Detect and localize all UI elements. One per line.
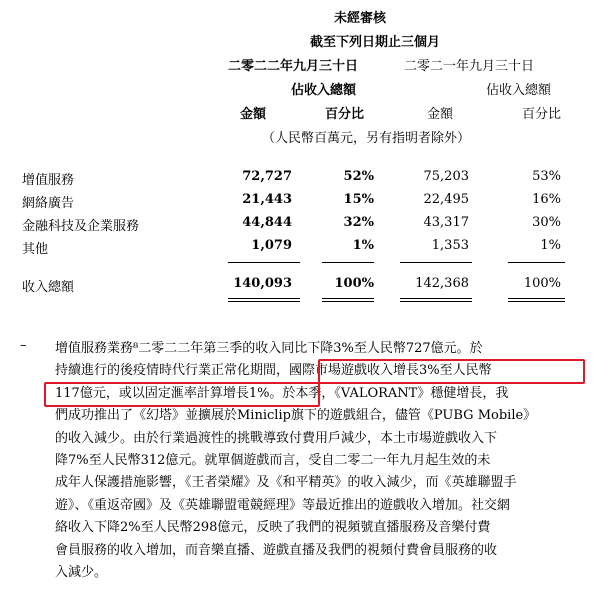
percent-2022: 32% [343,215,374,230]
total-percent-2022: 100% [334,276,374,291]
percent-2021: 16% [532,192,561,207]
paragraph-line: 117億元，或以固定滙率計算增長1%。於本季，《VALORANT》穩健增長，我 [55,385,509,401]
table-row [0,169,600,191]
amount-2021: 43,317 [423,215,469,230]
highlight-box-line-2 [318,359,585,384]
total-rule-2021-percent-top [508,298,565,299]
total-label: 收入總額 [22,280,75,295]
highlight-box-line-3 [44,382,320,407]
percent-2022: 1% [352,238,374,253]
total-rule-2022-amount-top [228,298,300,299]
total-row [0,276,600,298]
amount-label-2021: 金額 [427,107,454,122]
paragraph-line: 們成功推出了《幻塔》並擴展於Miniclip旗下的遊戲組合，儘管《PUBG Mobile》 [55,408,537,424]
total-rule-2022-percent-top [322,298,374,299]
subtotal-rule-2021-percent [508,262,565,263]
percent-label-2021: 百分比 [522,107,562,122]
paragraph-line: 持續進行的後疫情時代行業正常化期間，國際市場遊戲收入增長3%至人民幣 [55,363,492,379]
period-2022-heading: 二零二二年九月三十日 [228,59,359,74]
paragraph-line: 會員服務的收入增加，而音樂直播、遊戲直播及我們的視頻付費會員服務的收 [55,542,498,558]
row-label: 其他 [22,242,49,257]
amount-2022: 44,844 [242,215,292,230]
percent-label-2022: 百分比 [325,107,365,122]
table-row [0,192,600,214]
total-amount-2021: 142,368 [415,276,469,291]
paragraph-line: 絡收入下降2%至人民幣298億元，反映了我們的視頻號直播服務及音樂付費 [55,520,491,536]
subtotal-rule-2022-amount [228,262,300,263]
paragraph-line: 的收入減少。由於行業過渡性的挑戰導致付費用戶減少，本土市場遊戲收入下 [55,430,498,446]
percent-2021: 30% [532,215,561,230]
amount-2021: 1,353 [431,238,469,253]
subtotal-rule-2022-percent [322,262,374,263]
amount-2021: 75,203 [423,169,469,184]
amount-2021: 22,495 [423,192,469,207]
total-rule-2021-amount-top [400,298,472,299]
pct-heading-2021: 佔收入總額 [486,83,552,98]
total-amount-2022: 140,093 [233,276,292,291]
paragraph-line: 成年人保護措施影響，《王者榮耀》及《和平精英》的收入減少，而《英雄聯盟手 [55,475,517,491]
total-rule-2022-amount-bottom [228,301,300,302]
percent-2021: 53% [532,169,561,184]
total-rule-2022-percent-bottom [322,301,374,302]
period-2021-heading: 二零二一年九月三十日 [404,59,535,74]
amount-2022: 21,443 [242,192,292,207]
amount-2022: 72,727 [242,169,292,184]
subtotal-rule-2021-amount [400,262,472,263]
percent-2021: 1% [540,238,561,253]
amount-label-2022: 金額 [240,107,267,122]
paragraph-line: 遊》、《重返帝國》及《英雄聯盟電競經理》等最近推出的遊戲收入增加。社交網 [55,497,511,513]
table-row [0,238,600,260]
row-label: 增值服務 [22,173,75,188]
paragraph-line: 增值服務業務⁸二零二二年第三季的收入同比下降3%至人民幣727億元。於 [55,341,483,356]
paragraph-line: 降7%至人民幣312億元。就單個遊戲而言，受自二零二一年九月起生效的未 [55,453,491,469]
total-percent-2021: 100% [523,276,561,291]
bullet-dash: – [20,338,27,353]
period-subtitle: 截至下列日期止三個月 [309,35,440,50]
percent-2022: 15% [343,192,374,207]
unaudited-title: 未經審核 [333,11,386,26]
amount-2022: 1,079 [251,238,292,253]
unit-note: （人民幣百萬元，另有指明者除外） [262,131,471,146]
total-rule-2021-percent-bottom [508,301,565,302]
row-label: 網絡廣告 [22,196,75,211]
row-label: 金融科技及企業服務 [22,219,140,234]
total-rule-2021-amount-bottom [400,301,472,302]
paragraph-line: 入減少。 [55,565,108,581]
percent-2022: 52% [343,169,374,184]
pct-heading-2022: 佔收入總額 [291,83,357,98]
table-row [0,215,600,237]
